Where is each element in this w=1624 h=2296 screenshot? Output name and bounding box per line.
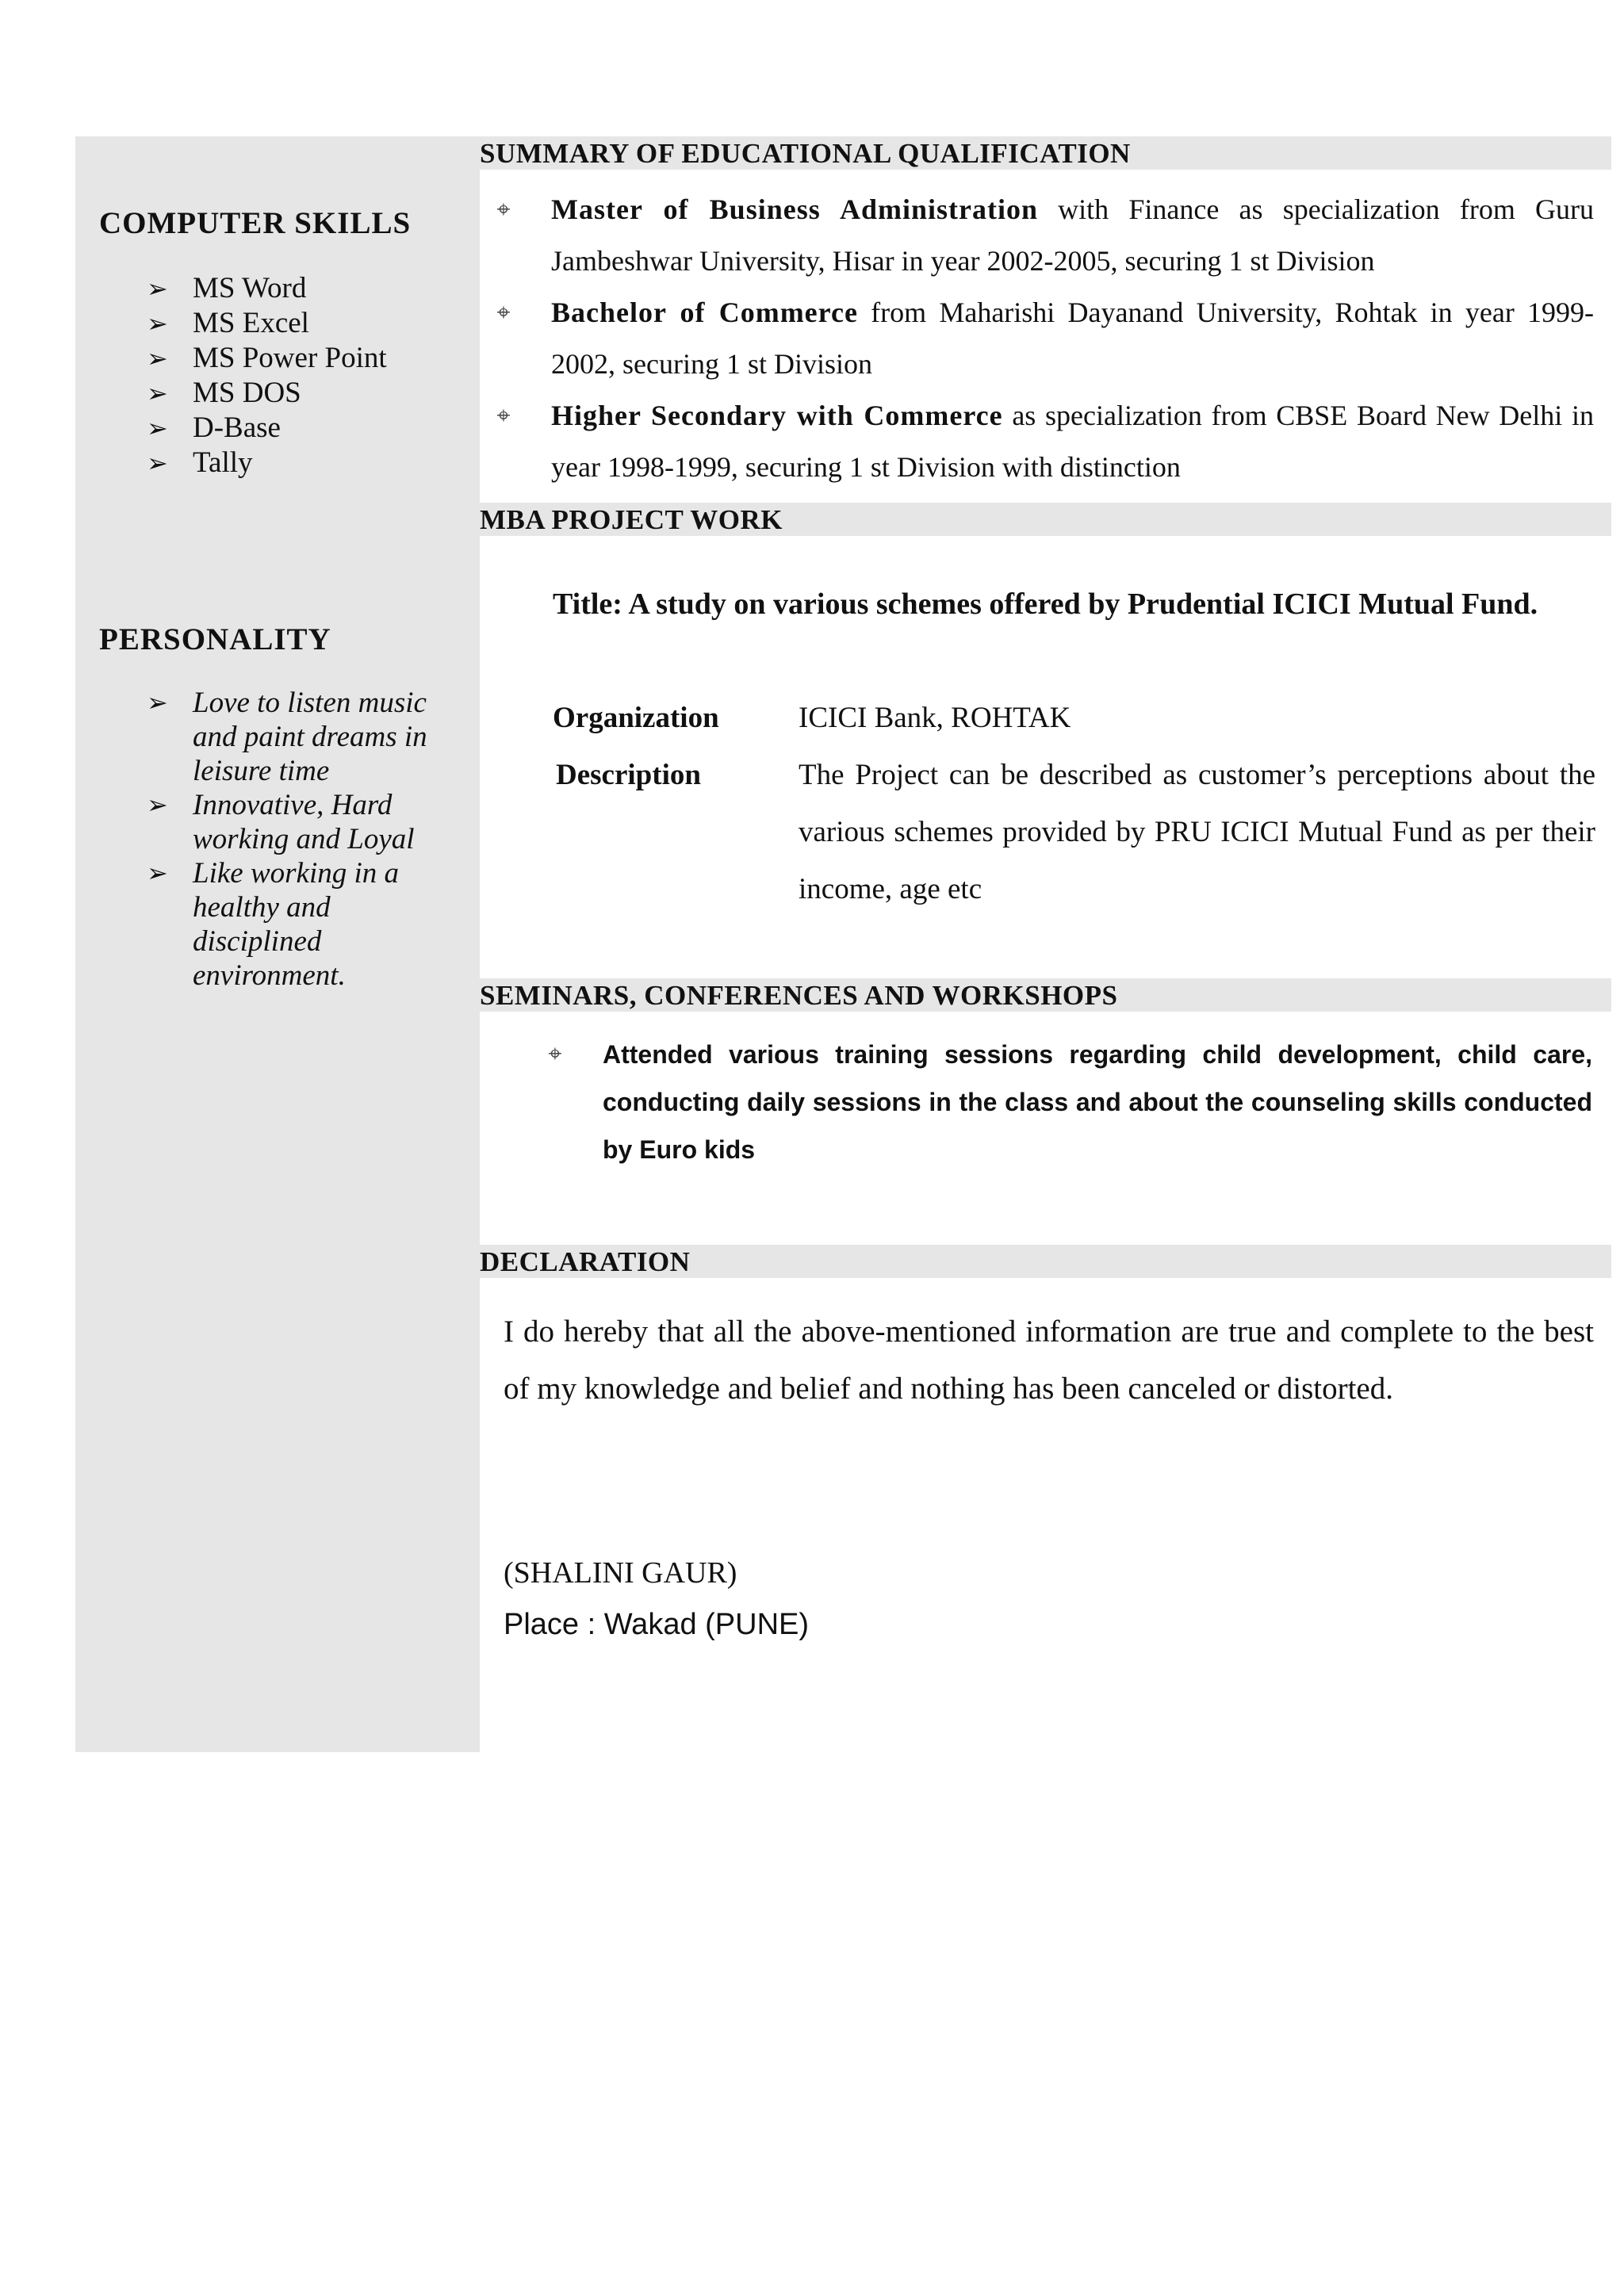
computer-skills-list xyxy=(147,271,387,480)
seminars-heading: SEMINARS, CONFERENCES AND WORKSHOPS xyxy=(480,978,1611,1012)
arrow-bullet-icon: ➢ xyxy=(147,343,168,373)
personality-list xyxy=(147,686,431,993)
place-line: Place : Wakad (PUNE) xyxy=(504,1608,810,1641)
list-item: ➢ MS Word xyxy=(147,272,307,304)
project-title: Title: A study on various schemes offered by Prudential ICICI Mutual Fund. xyxy=(553,587,1538,621)
list-item: ➢ MS DOS xyxy=(147,377,301,409)
arrow-bullet-icon: ➢ xyxy=(147,687,168,718)
organization-value: ICICI Bank, ROHTAK xyxy=(799,702,1071,734)
list-item: ➢ Innovative, Hard working and Loyal xyxy=(147,789,415,855)
arrow-bullet-icon: ➢ xyxy=(147,274,168,304)
sidebar xyxy=(75,136,480,1752)
education-item: ⌖ Bachelor of Commerce from Maharishi Dayanand University, Rohtak in year 1999-2002, securing 1 st Division xyxy=(551,287,1594,390)
crosshair-bullet-icon: ⌖ xyxy=(548,1040,562,1068)
personality-title: PERSONALITY xyxy=(99,622,331,656)
crosshair-bullet-icon: ⌖ xyxy=(496,196,511,224)
declaration-text: I do hereby that all the above-mentioned information are true and complete to the best of my knowledge and belief and nothing has been canceled or distorted. xyxy=(504,1314,1594,1406)
list-item: ➢ D-Base xyxy=(147,411,281,444)
arrow-bullet-icon: ➢ xyxy=(147,378,168,408)
arrow-bullet-icon: ➢ xyxy=(147,413,168,443)
list-item: ➢ Tally xyxy=(147,446,253,479)
education-item: ⌖ Master of Business Administration with Finance as specialization from Guru Jambeshwar University, Hisar in year 2002-2005, securing 1 st Division xyxy=(551,184,1594,287)
computer-skills-title: COMPUTER SKILLS xyxy=(99,206,412,240)
education-heading: SUMMARY OF EDUCATIONAL QUALIFICATION xyxy=(480,136,1611,170)
crosshair-bullet-icon: ⌖ xyxy=(496,299,511,327)
seminar-item: ⌖ Attended various training sessions regarding child development, child care, conducting daily sessions in the class and about the counseling skills conducted by Euro kids xyxy=(603,1031,1592,1173)
project-heading: MBA PROJECT WORK xyxy=(480,503,1611,536)
education-item: ⌖ Higher Secondary with Commerce as specialization from CBSE Board New Delhi in year 1998-1999, securing 1 st Division with distinction xyxy=(551,390,1594,493)
description-label: Description xyxy=(556,759,701,791)
arrow-bullet-icon: ➢ xyxy=(147,308,168,339)
signature-name: (SHALINI GAUR) xyxy=(504,1556,737,1590)
list-item: ➢ Like working in a healthy and disciplined environment. xyxy=(147,857,400,992)
organization-label: Organization xyxy=(553,702,719,734)
list-item: ➢ MS Power Point xyxy=(147,342,387,374)
arrow-bullet-icon: ➢ xyxy=(147,448,168,478)
description-value: The Project can be described as customer’s perceptions about the various schemes provided by PRU ICICI Mutual Fund as per their income, age etc xyxy=(799,759,1595,905)
arrow-bullet-icon: ➢ xyxy=(147,790,168,820)
list-item: ➢ Love to listen music and paint dreams in leisure time xyxy=(147,687,427,787)
arrow-bullet-icon: ➢ xyxy=(147,858,168,888)
list-item: ➢ MS Excel xyxy=(147,307,309,339)
declaration-heading: DECLARATION xyxy=(480,1245,1611,1278)
crosshair-bullet-icon: ⌖ xyxy=(496,402,511,430)
